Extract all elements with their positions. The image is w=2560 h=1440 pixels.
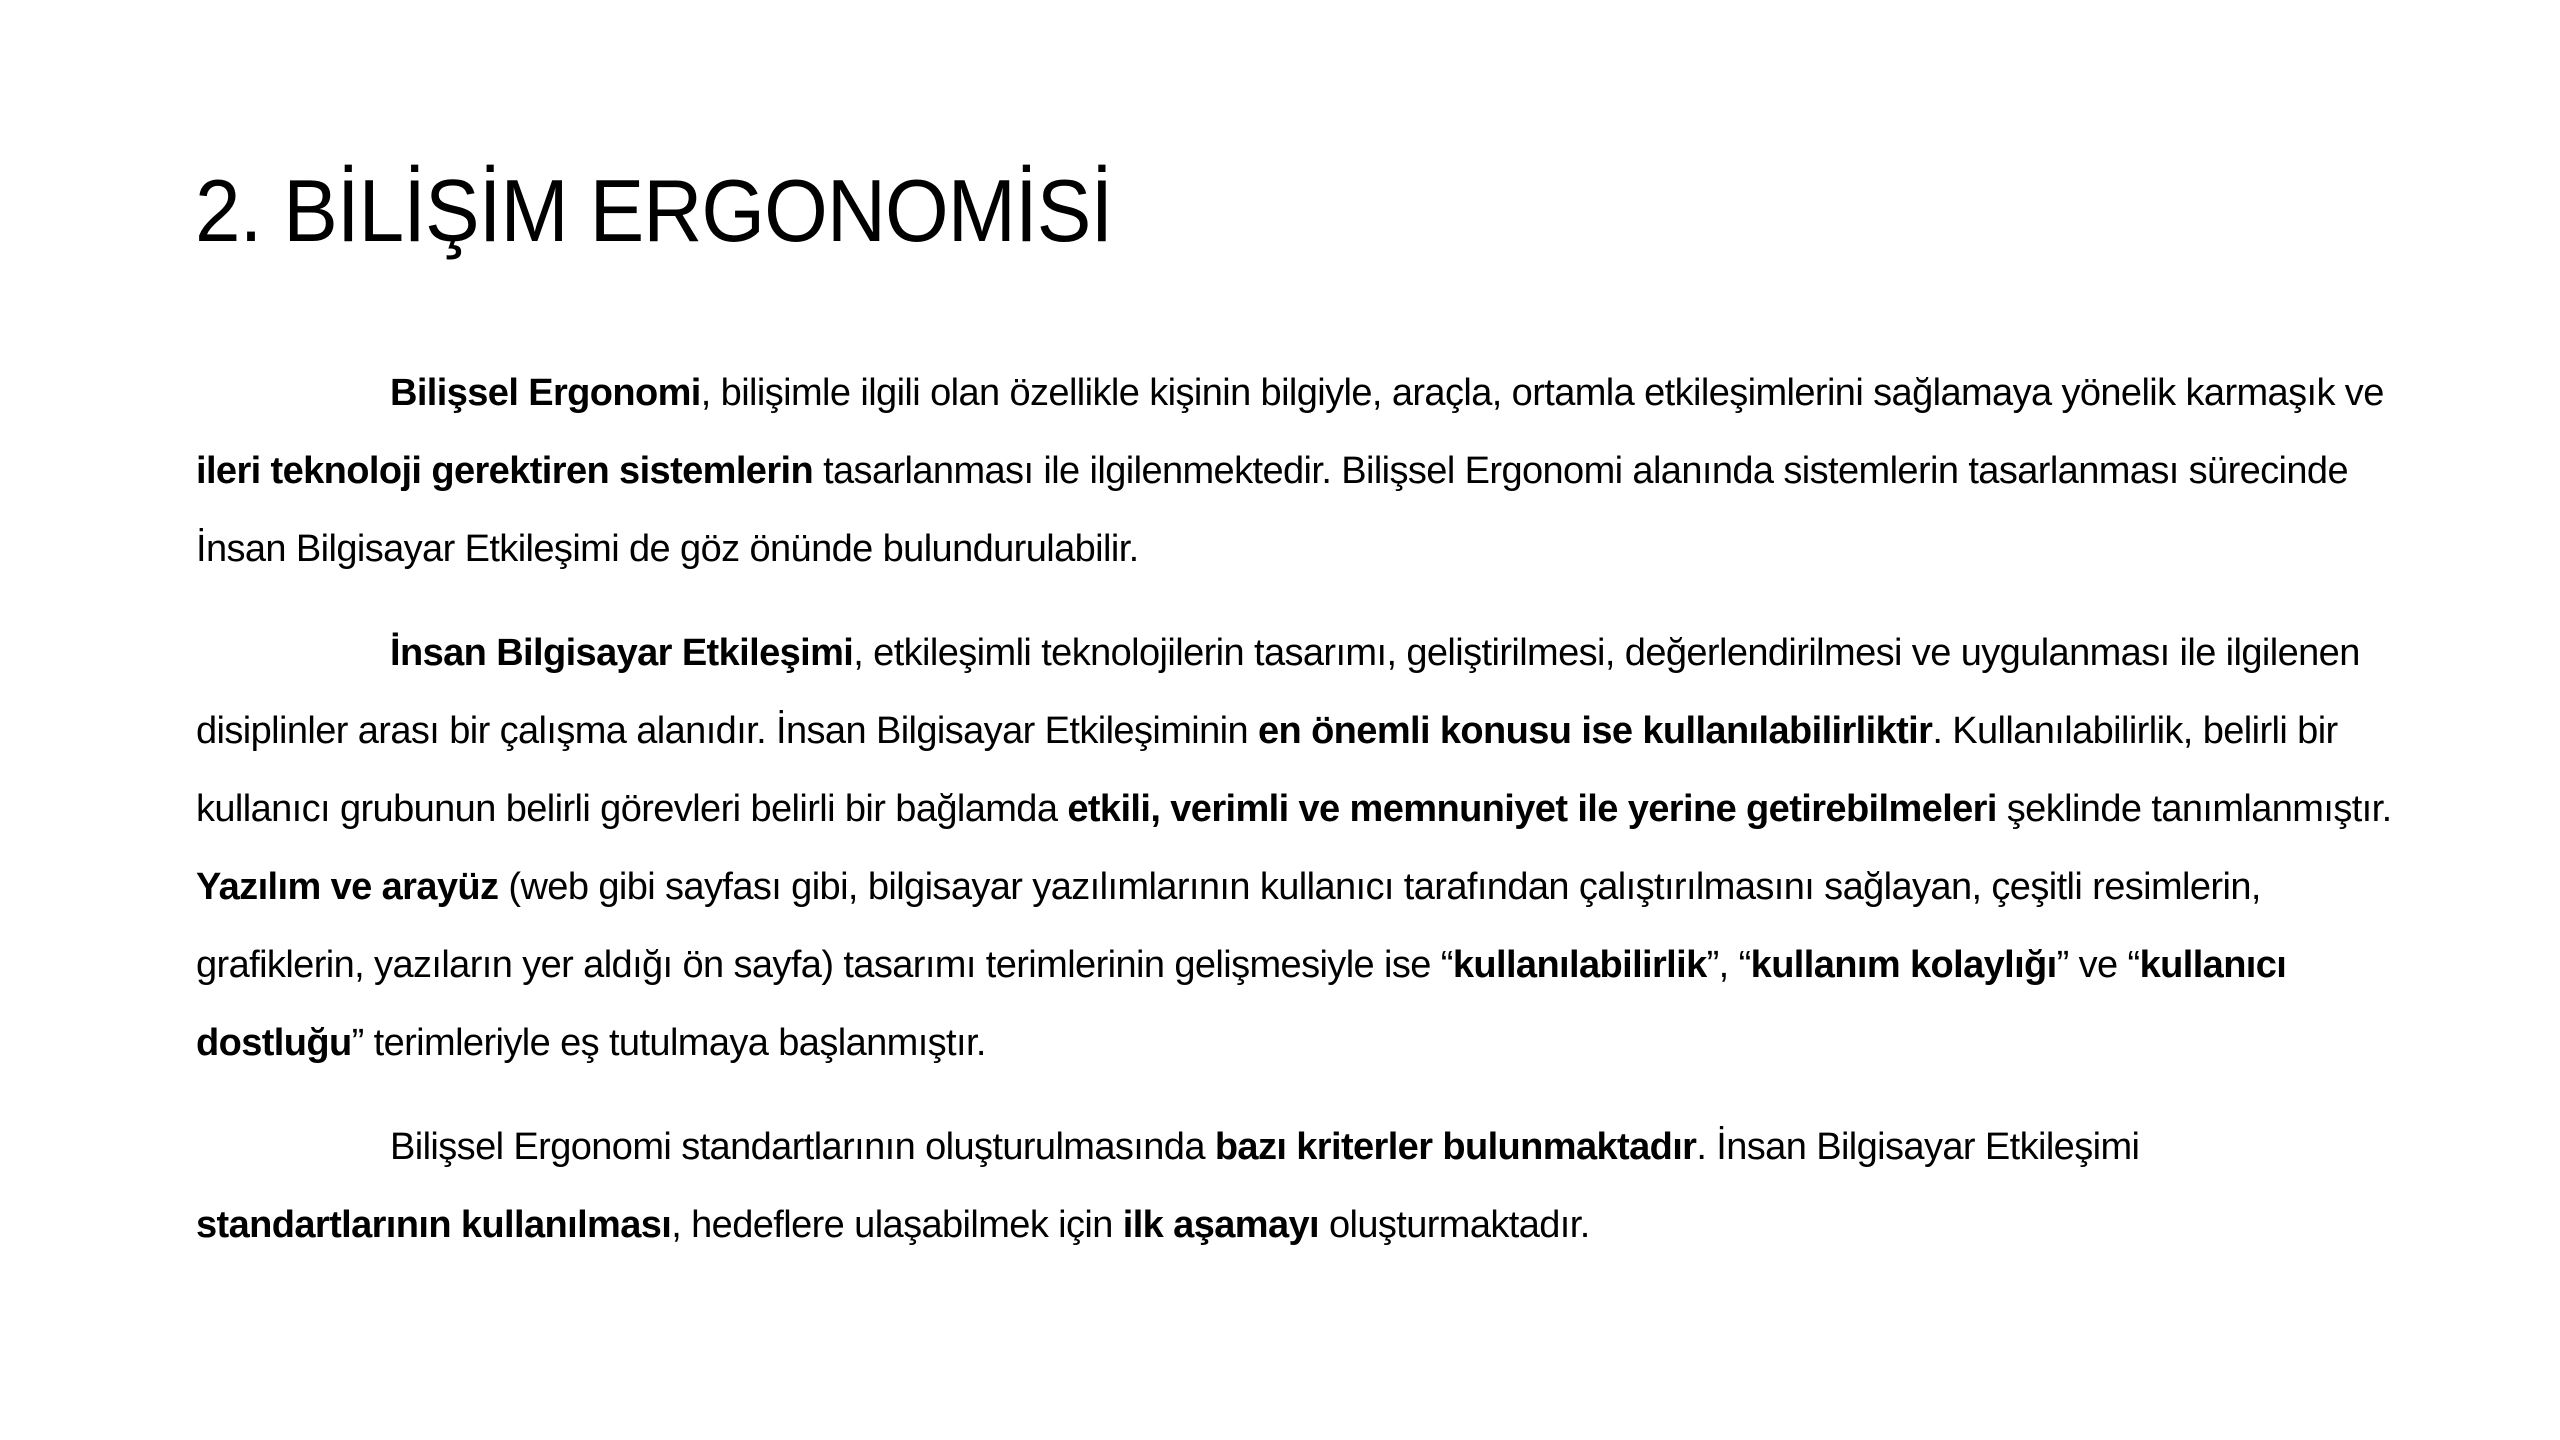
text-run: Bilişsel Ergonomi standartlarının oluşturulmasında: [390, 1126, 1215, 1168]
text-run: İnsan Bilgisayar Etkileşimi: [390, 632, 854, 674]
text-run: tasarlanması ile ilgilenmektedir. Bilişsel Ergonomi alanında sistemlerin tasarlanması sürecinde İnsan Bilgisayar Etkileşimi de göz önünde bulundurulabilir.: [196, 450, 2349, 570]
text-run: . Kullanılabilirlik, belirli bir kullanıcı grubunun belirli görevleri belirli bir bağlamda: [196, 710, 2338, 830]
text-run: ” ve “: [2056, 944, 2140, 986]
text-run: kullanılabilirlik: [1452, 944, 1707, 986]
text-run: ” terimleriyle eş tutulmaya başlanmıştır.: [351, 1022, 986, 1064]
text-run: en önemli konusu ise kullanılabilirliktir: [1257, 710, 1933, 752]
text-run: standartlarının kullanılması: [196, 1204, 672, 1246]
text-run: , etkileşimli teknolojilerin tasarımı, geliştirilmesi, değerlendirilmesi ve uygulanması ile ilgilenen disiplinler arası bir çalışma alanıdır. İnsan Bilgisayar Etkileşiminin: [196, 632, 2360, 752]
text-run: şeklinde tanımlanmıştır.: [1996, 788, 2392, 830]
slide-title: 2. BİLİŞİM ERGONOMİSİ: [195, 161, 1113, 260]
paragraph-hci: [196, 614, 2396, 1082]
text-run: kullanıcı dostluğu: [196, 944, 2287, 1064]
paragraph-cognitive-ergonomics: [196, 354, 2396, 588]
text-run: ”, “: [1706, 944, 1751, 986]
text-run: ilk aşamayı: [1122, 1204, 1319, 1246]
text-run: (web gibi sayfası gibi, bilgisayar yazılımlarının kullanıcı tarafından çalıştırılmasını sağlayan, çeşitli resimlerin, grafiklerin, yazıların yer aldığı ön sayfa) tasarımı terimlerinin gelişmesiyle ise “: [196, 866, 2261, 986]
slide-body: [196, 354, 2396, 1290]
paragraph-standards: [196, 1108, 2396, 1264]
text-run: ileri teknoloji gerektiren sistemlerin: [196, 450, 814, 492]
text-run: bazı kriterler bulunmaktadır: [1214, 1126, 1697, 1168]
text-run: , hedeflere ulaşabilmek için: [671, 1204, 1123, 1246]
text-run: oluşturmaktadır.: [1318, 1204, 1590, 1246]
text-run: kullanım kolaylığı: [1750, 944, 2057, 986]
text-run: Yazılım ve arayüz: [196, 866, 499, 908]
text-run: . İnsan Bilgisayar Etkileşimi: [1696, 1126, 2140, 1168]
text-run: etkili, verimli ve memnuniyet ile yerine getirebilmeleri: [1067, 788, 1997, 830]
text-run: Bilişsel Ergonomi: [390, 372, 701, 414]
text-run: , bilişimle ilgili olan özellikle kişinin bilgiyle, araçla, ortamla etkileşimlerini sağlamaya yönelik karmaşık ve: [700, 372, 2384, 414]
